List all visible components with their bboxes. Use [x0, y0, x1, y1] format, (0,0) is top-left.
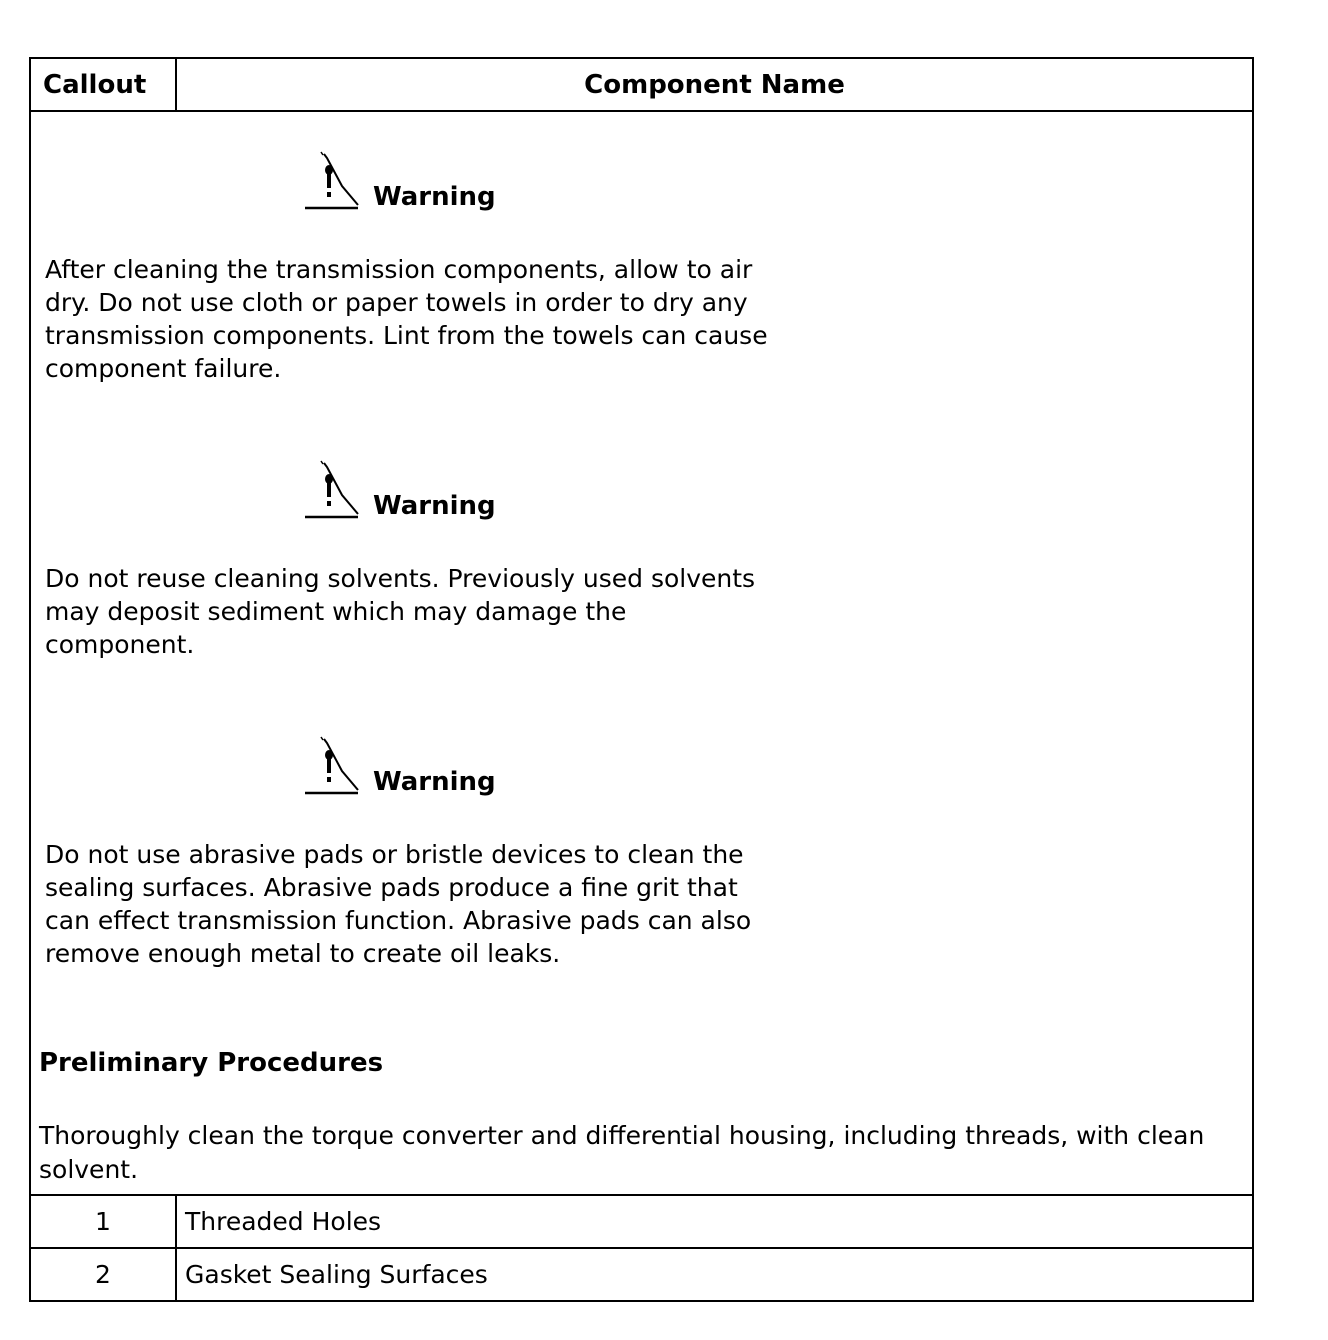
callout-number: 1	[30, 1195, 176, 1248]
preliminary-procedures-heading: Preliminary Procedures	[39, 1048, 384, 1078]
warning-title: Warning	[373, 182, 496, 212]
warning-title: Warning	[373, 491, 496, 521]
warning-note	[31, 459, 791, 659]
table-row	[30, 1248, 1253, 1301]
notes-row	[30, 111, 1253, 1195]
warning-text: Do not reuse cleaning solvents. Previously used solvents may deposit sediment which may damage the component.	[45, 564, 756, 659]
warning-note	[31, 150, 791, 383]
warning-heading	[31, 735, 791, 805]
warning-hand-icon	[305, 735, 363, 797]
warning-title: Warning	[373, 767, 496, 797]
component-name: Threaded Holes	[176, 1195, 1253, 1248]
callout-column-header: Callout	[30, 58, 176, 111]
component-name-column-header: Component Name	[176, 58, 1253, 111]
warning-heading	[31, 459, 791, 529]
warning-heading	[31, 150, 791, 220]
callout-number: 2	[30, 1248, 176, 1301]
notes-cell	[30, 111, 1253, 1195]
warning-text: Do not use abrasive pads or bristle devices to clean the sealing surfaces. Abrasive pads produce a fine grit that can effect transmission function. Abrasive pads can also remove enough metal to create oil leaks.	[45, 840, 752, 968]
warning-hand-icon	[305, 459, 363, 521]
table-row	[30, 1195, 1253, 1248]
component-table	[29, 57, 1254, 1302]
table-header-row	[30, 58, 1253, 111]
warning-hand-icon	[305, 150, 363, 212]
preliminary-procedures-text: Thoroughly clean the torque converter and differential housing, including threads, with clean solvent.	[39, 1121, 1205, 1184]
warning-text: After cleaning the transmission components, allow to air dry. Do not use cloth or paper towels in order to dry any transmission components. Lint from the towels can cause component failure.	[45, 255, 768, 383]
component-name: Gasket Sealing Surfaces	[176, 1248, 1253, 1301]
warning-note	[31, 735, 791, 968]
